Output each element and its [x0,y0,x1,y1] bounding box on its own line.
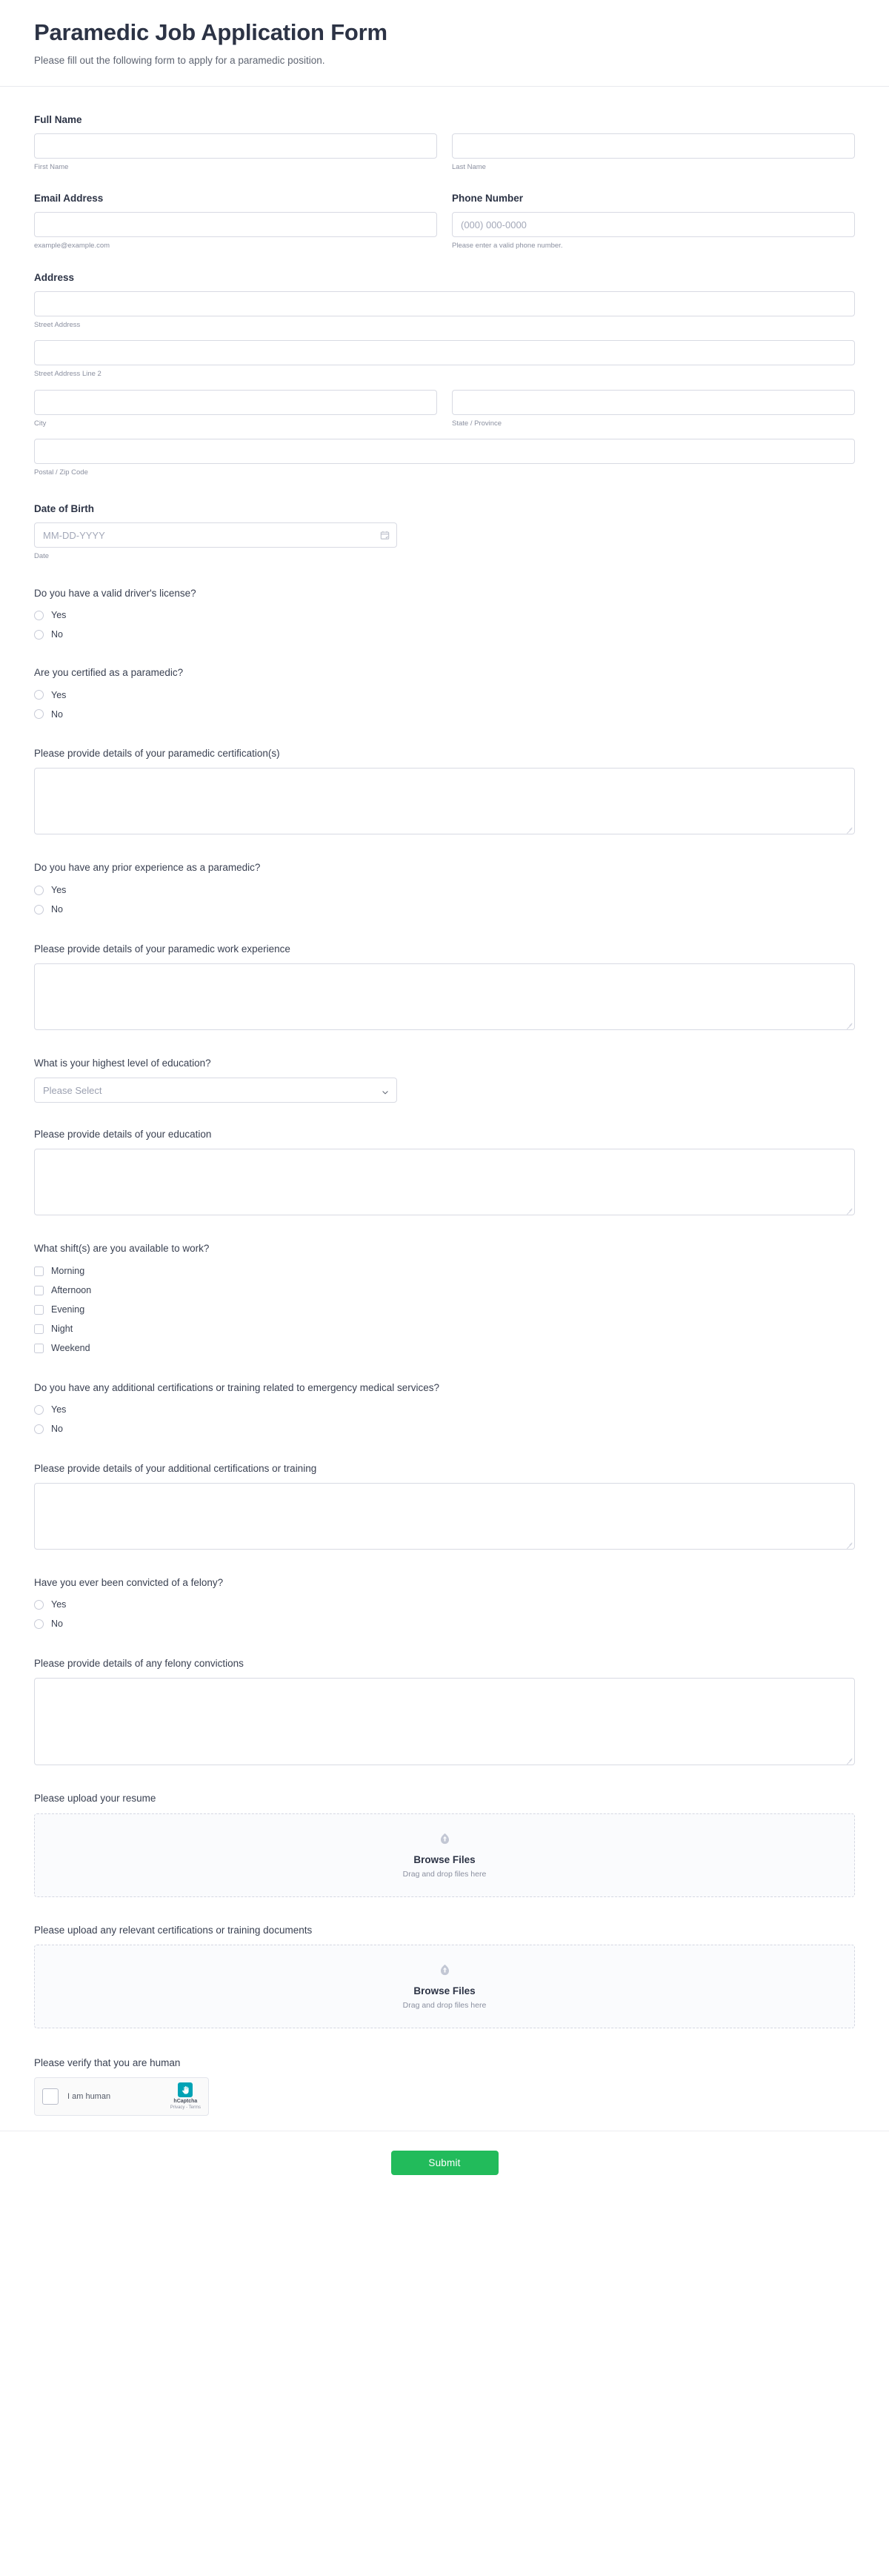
radio-icon[interactable] [34,690,44,700]
hcaptcha-checkbox[interactable] [42,2088,59,2105]
zip-sublabel: Postal / Zip Code [34,468,88,477]
radio-option[interactable] [34,627,855,643]
city-sublabel: City [34,419,47,428]
felony-details-textarea[interactable] [34,1678,855,1765]
field-education-level [34,1057,855,1103]
email-sublabel: example@example.com [34,242,110,250]
radio-label: No [51,1424,63,1435]
experience-details-label: Please provide details of your paramedic work experience [34,943,290,955]
certified-paramedic-options [34,687,855,722]
radio-icon[interactable] [34,630,44,640]
state-sublabel: State / Province [452,419,502,428]
state-group [452,390,855,428]
drivers-license-label: Do you have a valid driver's license? [34,587,196,599]
radio-label: Yes [51,610,67,621]
felony-label: Have you ever been convicted of a felony? [34,1577,224,1588]
upload-arrow-icon [437,1963,453,1979]
radio-label: No [51,708,63,720]
zip-group [34,439,855,477]
field-additional-certifications-details [34,1462,855,1550]
street-address-2-input[interactable] [34,340,855,365]
state-input[interactable] [452,390,855,415]
field-shifts [34,1242,855,1355]
city-group [34,390,437,428]
radio-option[interactable] [34,1402,855,1418]
page-title: Paramedic Job Application Form [34,19,387,45]
certification-details-label: Please provide details of your paramedic certification(s) [34,748,280,760]
checkbox-option[interactable] [34,1341,855,1356]
radio-option[interactable] [34,687,855,703]
field-email-phone [34,192,855,251]
additional-certifications-details-textarea[interactable] [34,1483,855,1550]
shifts-label: What shift(s) are you available to work? [34,1243,210,1255]
form-footer [0,2131,889,2193]
checkbox-option[interactable] [34,1302,855,1318]
street-address-2-sublabel: Street Address Line 2 [34,370,101,379]
checkbox-label: Afternoon [51,1284,92,1295]
shifts-options [34,1264,855,1356]
hcaptcha-privacy-terms-links[interactable]: Privacy - Terms [170,2105,201,2110]
hcaptcha-widget[interactable] [34,2077,209,2116]
field-date-of-birth [34,502,855,562]
last-name-input[interactable] [452,133,855,159]
radio-option[interactable] [34,1616,855,1632]
dob-input[interactable] [34,522,397,548]
radio-label: Yes [51,884,67,895]
checkbox-option[interactable] [34,1264,855,1279]
radio-icon[interactable] [34,1619,44,1629]
email-input[interactable] [34,212,437,237]
radio-label: No [51,629,63,640]
captcha-label: Please verify that you are human [34,2057,181,2068]
email-label: Email Address [34,193,104,205]
radio-icon[interactable] [34,1424,44,1434]
felony-details-label: Please provide details of any felony convictions [34,1658,244,1670]
education-details-label: Please provide details of your education [34,1129,212,1141]
field-full-name [34,113,855,173]
additional-certifications-options [34,1402,855,1437]
field-felony [34,1576,855,1632]
email-group [34,192,437,251]
radio-icon[interactable] [34,611,44,620]
street-address-sublabel: Street Address [34,320,81,329]
radio-icon[interactable] [34,709,44,719]
zip-input[interactable] [34,439,855,464]
checkbox-icon[interactable] [34,1344,44,1353]
education-level-label: What is your highest level of education? [34,1057,211,1069]
prior-experience-options [34,883,855,917]
radio-label: Yes [51,689,67,700]
checkbox-label: Night [51,1323,73,1334]
street-address-2-group [34,340,855,379]
phone-sublabel: Please enter a valid phone number. [452,242,563,250]
field-drivers-license [34,587,855,643]
checkbox-option[interactable] [34,1283,855,1298]
checkbox-icon[interactable] [34,1267,44,1276]
field-felony-details [34,1657,855,1765]
education-details-textarea[interactable] [34,1149,855,1215]
resume-drop-hint: Drag and drop files here [402,1869,487,1879]
radio-option[interactable] [34,608,855,623]
certification-details-textarea[interactable] [34,768,855,834]
address-label: Address [34,271,75,283]
upload-arrow-icon [437,1832,453,1848]
radio-icon[interactable] [34,1600,44,1610]
checkbox-icon[interactable] [34,1286,44,1295]
radio-option[interactable] [34,1597,855,1613]
field-prior-experience [34,861,855,917]
radio-icon[interactable] [34,886,44,895]
field-resume-upload [34,1792,855,1896]
full-name-label: Full Name [34,113,82,125]
radio-option[interactable] [34,1421,855,1437]
documents-upload-label: Please upload any relevant certifications or training documents [34,1924,313,1936]
field-captcha [34,2057,855,2116]
checkbox-label: Weekend [51,1342,90,1353]
hcaptcha-logo-icon [178,2082,193,2097]
phone-label: Phone Number [452,193,524,205]
field-additional-certifications [34,1381,855,1437]
page-subtitle: Please fill out the following form to apply for a paramedic position. [34,54,325,66]
prior-experience-label: Do you have any prior experience as a paramedic? [34,862,261,874]
education-level-select[interactable] [34,1078,397,1103]
additional-certifications-details-label: Please provide details of your additional certifications or training [34,1462,317,1474]
first-name-input[interactable] [34,133,437,159]
certified-paramedic-label: Are you certified as a paramedic? [34,667,184,679]
radio-label: Yes [51,1404,67,1415]
checkbox-label: Morning [51,1265,85,1276]
field-certification-details [34,747,855,834]
checkbox-icon[interactable] [34,1324,44,1334]
hcaptcha-brand-name: hCaptcha [173,2099,198,2105]
submit-button[interactable]: Submit [391,2151,499,2175]
dob-sublabel: Date [34,552,50,561]
field-documents-upload [34,1924,855,2028]
radio-option[interactable] [34,883,855,898]
form-body [0,87,889,2117]
felony-options [34,1597,855,1632]
radio-icon[interactable] [34,905,44,914]
last-name-sublabel: Last Name [452,162,486,171]
resume-browse-files-button[interactable]: Browse Files [413,1853,476,1865]
last-name-group [452,133,855,172]
checkbox-icon[interactable] [34,1305,44,1315]
resume-upload-dropzone[interactable] [34,1813,855,1897]
checkbox-label: Evening [51,1304,85,1315]
resume-upload-label: Please upload your resume [34,1793,156,1805]
first-name-sublabel: First Name [34,162,69,171]
phone-input[interactable] [452,212,855,237]
additional-certifications-label: Do you have any additional certifications or training related to emergency medical services? [34,1381,440,1393]
experience-details-textarea[interactable] [34,963,855,1030]
field-address [34,271,855,478]
hcaptcha-branding [170,2082,201,2111]
radio-label: No [51,903,63,914]
street-address-group [34,291,855,330]
dob-label: Date of Birth [34,503,94,515]
documents-upload-dropzone[interactable] [34,1945,855,2028]
radio-icon[interactable] [34,1405,44,1415]
radio-label: Yes [51,1599,67,1610]
field-certified-paramedic [34,666,855,722]
documents-browse-files-button[interactable]: Browse Files [413,1985,476,1996]
field-experience-details [34,943,855,1030]
documents-drop-hint: Drag and drop files here [402,2000,487,2010]
phone-group [452,192,855,251]
field-education-details [34,1128,855,1215]
radio-option[interactable] [34,706,855,722]
city-input[interactable] [34,390,437,415]
radio-option[interactable] [34,902,855,917]
form-header [0,0,889,86]
street-address-input[interactable] [34,291,855,316]
radio-label: No [51,1619,63,1630]
first-name-group [34,133,437,172]
checkbox-option[interactable] [34,1321,855,1337]
hcaptcha-checkbox-label: I am human [67,2092,111,2102]
drivers-license-options [34,608,855,643]
